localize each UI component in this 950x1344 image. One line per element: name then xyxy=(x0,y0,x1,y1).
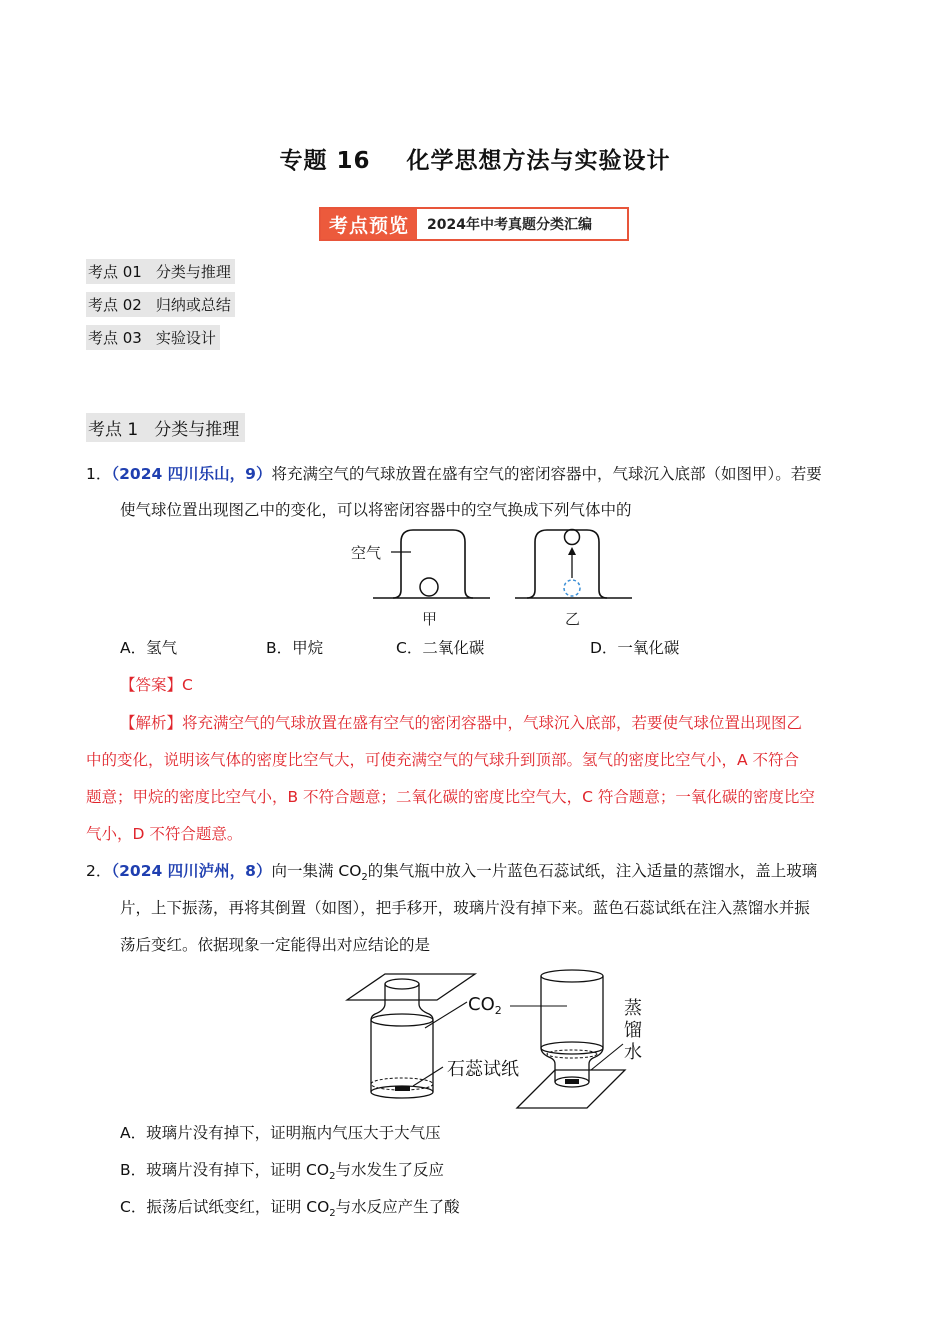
balloon-bottom xyxy=(420,578,438,596)
label-jia: 甲 xyxy=(422,610,438,628)
toc-label: 分类与推理 xyxy=(155,263,231,281)
q1-balloon-figure xyxy=(345,528,635,630)
answer-value: C xyxy=(182,676,193,694)
subscript: 2 xyxy=(329,1171,336,1183)
answer-label: 【答案】 xyxy=(120,676,183,694)
subscript: 2 xyxy=(329,1208,336,1220)
q1-analysis-line4: 气小，D 不符合题意。 xyxy=(86,825,243,843)
subscript: 2 xyxy=(361,872,368,884)
q2-source: （2024 四川泸州，8） xyxy=(111,862,272,880)
q2-option-c[interactable] xyxy=(120,1195,460,1219)
q2-stem-line2: 片，上下振荡，再将其倒置（如图），把手移开，玻璃片没有掉下来。蓝色石蕊试纸在注入蒸馏水并振 xyxy=(120,899,810,917)
topic-number: 专题 16 xyxy=(279,148,371,174)
toc-num: 考点 01 xyxy=(88,263,142,281)
container-yi xyxy=(515,530,632,629)
preview-banner xyxy=(319,207,629,241)
label-air: 空气 xyxy=(351,544,382,562)
q2-option-b[interactable] xyxy=(120,1158,444,1182)
topic-name: 化学思想方法与实验设计 xyxy=(406,148,671,174)
q1-stem-line1 xyxy=(86,462,822,484)
banner-text: 2024年中考真题分类汇编 xyxy=(427,217,592,233)
q1-option-a[interactable]: A．氢气 xyxy=(120,639,178,657)
q2-option-c-text1: C．振荡后试纸变红，证明 CO xyxy=(120,1198,330,1216)
q1-option-c[interactable]: C．二氧化碳 xyxy=(396,639,485,657)
q2-stem-text1b: 的集气瓶中放入一片蓝色石蕊试纸，注入适量的蒸馏水，盖上玻璃 xyxy=(367,862,818,880)
q2-stem-text1a: 向一集满 CO xyxy=(271,862,362,880)
balloon-top xyxy=(565,530,580,545)
litmus-paper-inverted xyxy=(565,1079,579,1084)
analysis-text1: 将充满空气的气球放置在盛有空气的密闭容器中，气球沉入底部，若要使气球位置出现图乙 xyxy=(182,714,803,732)
toc-item[interactable] xyxy=(86,259,235,284)
q1-stem-text1: 将充满空气的气球放置在盛有空气的密闭容器中，气球沉入底部（如图甲）。若要 xyxy=(271,465,822,483)
q2-stem-line3: 荡后变红。依据现象一定能得出对应结论的是 xyxy=(120,936,431,954)
section-label: 分类与推理 xyxy=(154,420,240,440)
label-water-1: 蒸 xyxy=(624,998,642,1019)
q2-number: 2． xyxy=(86,862,112,880)
section-num: 考点 1 xyxy=(88,420,139,440)
section-heading xyxy=(86,413,245,442)
litmus-paper xyxy=(395,1086,410,1091)
q1-stem-line2: 使气球位置出现图乙中的变化，可以将密闭容器中的空气换成下列气体中的 xyxy=(120,501,632,519)
toc-item[interactable] xyxy=(86,325,220,350)
container-jia xyxy=(351,530,490,628)
q1-number: 1． xyxy=(86,465,112,483)
q2-option-b-text2: 与水发生了反应 xyxy=(335,1161,444,1179)
q1-analysis-line3: 题意；甲烷的密度比空气小，B 不符合题意；二氧化碳的密度比空气大，C 符合题意；一氧化碳的密度比空 xyxy=(86,788,815,806)
q1-analysis-line2: 中的变化，说明该气体的密度比空气大，可使充满空气的气球升到顶部。氢气的密度比空气小，A 不符合 xyxy=(86,751,800,769)
toc-num: 考点 03 xyxy=(88,329,142,347)
co2-subscript: 2 xyxy=(494,1004,502,1017)
toc-item[interactable] xyxy=(86,292,235,317)
co2-text: CO xyxy=(468,994,495,1015)
q2-option-b-text1: B．玻璃片没有掉下，证明 CO xyxy=(120,1161,330,1179)
balloon-original-position xyxy=(564,580,580,596)
q2-bottle-figure xyxy=(345,962,650,1112)
glass-plate-bottom xyxy=(517,1070,625,1108)
toc-label: 实验设计 xyxy=(155,329,216,347)
page-title xyxy=(0,142,950,175)
analysis-label: 【解析】 xyxy=(120,714,183,732)
label-water-3: 水 xyxy=(624,1042,642,1063)
toc-num: 考点 02 xyxy=(88,296,142,314)
label-water-2: 馏 xyxy=(624,1020,642,1041)
toc-label: 归纳或总结 xyxy=(155,296,231,314)
q2-option-c-text2: 与水反应产生了酸 xyxy=(335,1198,460,1216)
banner-label: 考点预览 xyxy=(321,209,417,239)
upright-bottle xyxy=(371,979,433,1098)
label-litmus: 石蕊试纸 xyxy=(447,1059,519,1080)
q1-source: （2024 四川乐山，9） xyxy=(111,465,272,483)
q1-analysis-line1 xyxy=(120,711,802,733)
q2-stem-line1 xyxy=(86,859,817,883)
label-co2 xyxy=(468,994,502,1017)
label-yi: 乙 xyxy=(565,610,581,628)
q1-option-d[interactable]: D．一氧化碳 xyxy=(590,639,680,657)
glass-plate-top xyxy=(347,974,475,1000)
q1-answer xyxy=(120,673,193,695)
q1-option-b[interactable]: B．甲烷 xyxy=(266,639,324,657)
q2-option-a[interactable]: A．玻璃片没有掉下，证明瓶内气压大于大气压 xyxy=(120,1124,441,1142)
